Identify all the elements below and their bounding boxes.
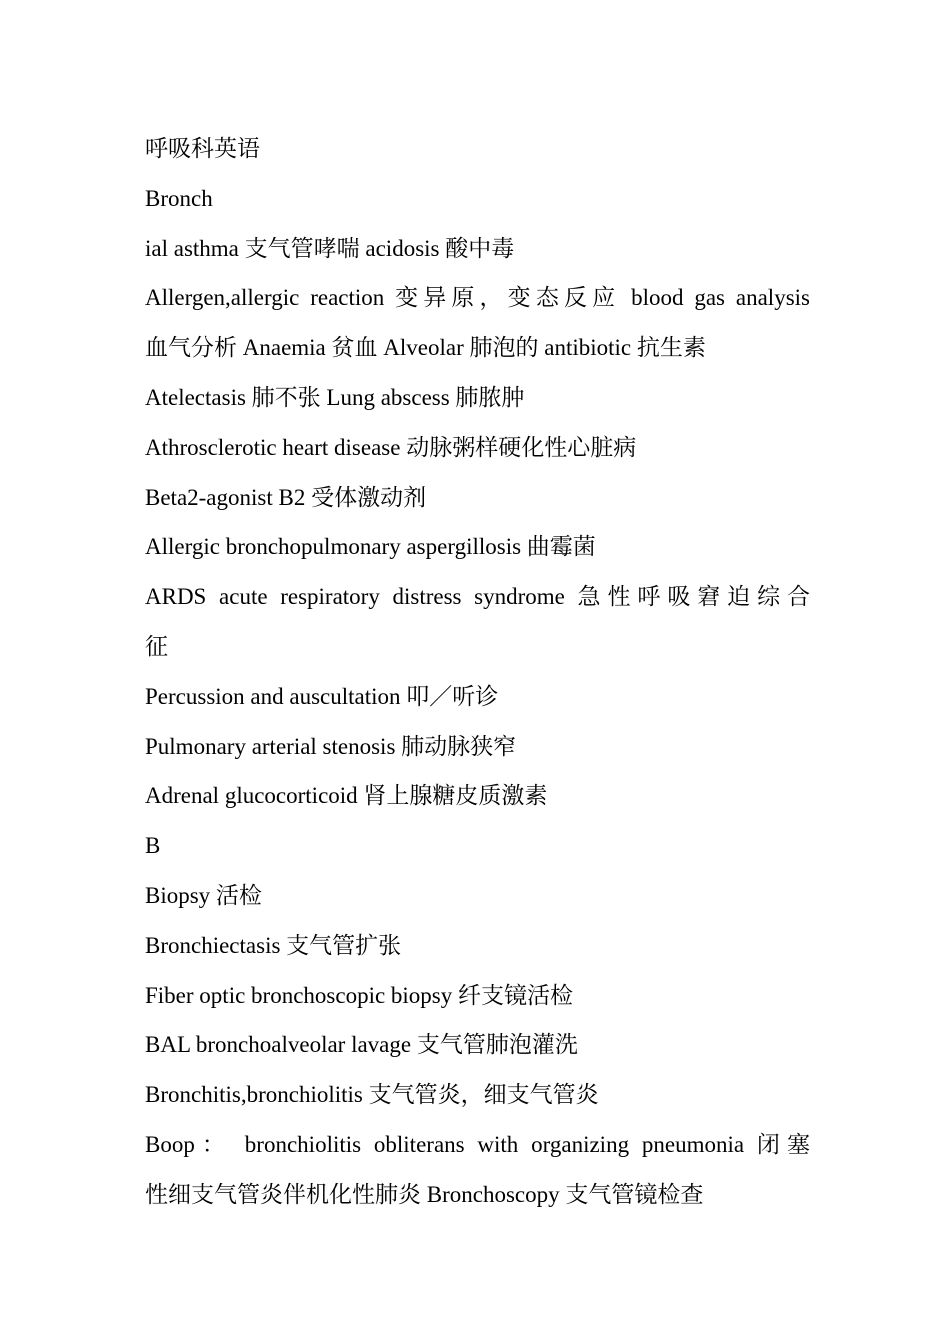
text-line: Allergen,allergic reaction 变异原，变态反应 blood gas analysis — [145, 285, 810, 311]
text-line: Atelectasis 肺不张 Lung abscess 肺脓肿 — [145, 384, 525, 410]
text-line: Adrenal glucocorticoid 肾上腺糖皮质激素 — [145, 783, 548, 809]
text-line: 血气分析 Anaemia 贫血 Alveolar 肺泡的 antibiotic 抗生素 — [145, 335, 706, 361]
text-line: Fiber optic bronchoscopic biopsy 纤支镜活检 — [145, 982, 574, 1008]
text-line: Beta2-agonist B2 受体激动剂 — [145, 484, 427, 510]
text-line: Biopsy 活检 — [145, 882, 262, 908]
text-line: 征 — [145, 633, 168, 659]
text-line: Bronch — [145, 185, 213, 211]
text-line: Athrosclerotic heart disease 动脉粥样硬化性心脏病 — [145, 434, 637, 460]
text-line: Bronchitis,bronchiolitis 支气管炎，细支气管炎 — [145, 1082, 599, 1108]
text-line: Percussion and auscultation 叩／听诊 — [145, 683, 499, 709]
text-line: ial asthma 支气管哮喘 acidosis 酸中毒 — [145, 235, 515, 261]
document-title: 呼吸科英语 — [145, 136, 260, 161]
text-line: Bronchiectasis 支气管扩张 — [145, 932, 402, 958]
text-line: ARDS acute respiratory distress syndrome 急性呼吸窘迫综合 — [145, 584, 810, 610]
document-body — [145, 124, 810, 1220]
text-line: BAL bronchoalveolar lavage 支气管肺泡灌洗 — [145, 1032, 578, 1058]
text-line: Allergic bronchopulmonary aspergillosis 曲霉菌 — [145, 534, 596, 560]
text-line: Boop： bronchiolitis obliterans with organizing pneumonia 闭塞 — [145, 1131, 810, 1157]
text-line: Pulmonary arterial stenosis 肺动脉狭窄 — [145, 733, 517, 759]
text-line: 性细支气管炎伴机化性肺炎 Bronchoscopy 支气管镜检查 — [145, 1181, 704, 1207]
section-heading: B — [145, 833, 161, 859]
